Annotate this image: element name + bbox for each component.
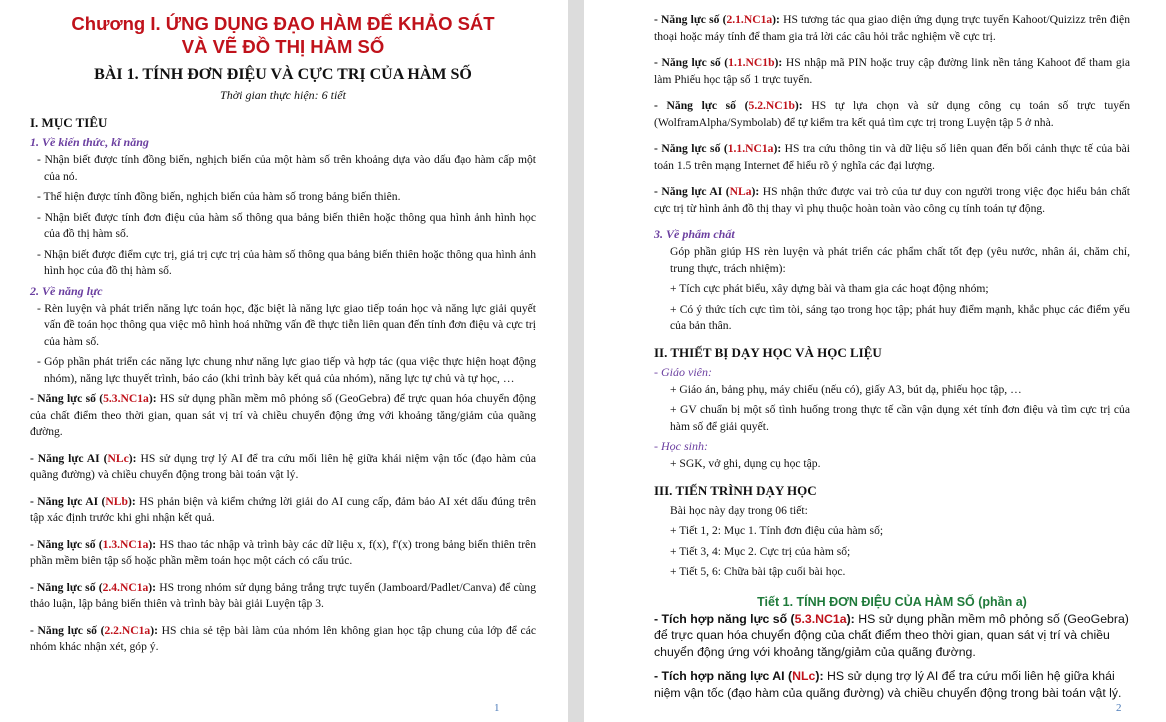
subheading-student: - Học sinh: [654,439,708,453]
digital-competence-list [30,391,536,656]
process-item: Bài học này dạy trong 06 tiết: [670,503,808,517]
digital-competence-item [654,184,1130,217]
competence-text: HS tra cứu thông tin và dữ liệu số liên quan đến bối cảnh thực tế của bài toán 1.5 trên mạng Internet để hiểu rõ ý nghĩa các đại lượng. [654,142,1130,172]
digital-competence-list [654,12,1130,217]
digital-competence-item [30,537,536,570]
competence-label-close: ): [150,623,158,637]
digital-competence-item [654,55,1130,88]
competence-code: 5.3.NC1a [103,392,149,405]
competence-label-close: ): [148,537,157,551]
competence-code: NLb [105,494,128,508]
competence-item: - Rèn luyện và phát triển năng lực toán học, đặc biệt là năng lực giao tiếp toán học và năng lực giải quyết vấn đề toán học thông qua việc mô hình hoá những vấn đề thực tiễn liên quan đến tính đơn điệu và cực trị của hàm số. [37,301,536,348]
competence-label-close: ): [128,451,137,465]
competence-code: NLc [792,669,816,683]
digital-competence-item [654,141,1130,174]
page-number: 2 [1116,702,1122,714]
competence-label: - Năng lực số ( [654,99,749,112]
competence-label-close: ): [148,392,157,405]
section-heading-process: III. TIẾN TRÌNH DẠY HỌC [654,482,817,498]
competence-label: - Năng lực số ( [30,392,104,405]
competence-code: 2.1.NC1a [726,13,773,26]
teacher-item: + Giáo án, bảng phụ, máy chiếu (nếu có), giấy A3, bút dạ, phiếu học tập, … [670,382,1022,396]
competence-label-close: ): [148,580,157,594]
lesson-duration: Thời gian thực hiện: 6 tiết [220,88,346,102]
competence-label: - Năng lực số ( [30,537,103,551]
chapter-title [30,12,536,58]
quality-item: Góp phần giúp HS rèn luyện và phát triển các phẩm chất tốt đẹp (yêu nước, nhân ái, chăm chỉ, trung thực, trách nhiệm): [670,245,1130,275]
chapter-title-line-2: VÀ VẼ ĐỒ THỊ HÀM SỐ [181,36,385,57]
competence-label-close: ): [751,185,760,198]
document-page-2 [584,0,1166,722]
page-number: 1 [494,702,500,714]
quality-item: + Có ý thức tích cực tìm tòi, sáng tạo trong học tập; phát huy điểm mạnh, khắc phục các điểm yếu của bản thân. [670,302,1130,332]
section-heading-equipment: II. THIẾT BỊ DẠY HỌC VÀ HỌC LIỆU [654,344,882,360]
competence-label: - Năng lực số ( [654,13,727,26]
digital-competence-item [30,451,536,484]
competence-label-close: ): [774,56,783,69]
subheading-qualities: 3. Về phẩm chất [654,227,735,241]
digital-competence-item [30,391,536,441]
competence-code: 1.1.NC1a [727,142,774,155]
competence-code: 1.1.NC1b [728,56,775,69]
integration-text: HS sử dụng trợ lý AI để tra cứu mối liên hệ giữa khái niệm vận tốc (đạo hàm của quãng đường) và chiều chuyển động trong bài toán vật lý. [654,669,1122,700]
competence-label: - Năng lực số ( [654,56,729,69]
competence-code: 2.4.NC1a [102,580,149,594]
integration-label-close: ): [846,611,855,626]
competence-text: HS trong nhóm sử dụng bảng trắng trực tuyến (Jamboard/Padlet/Canva) để cùng thảo luận, lập bảng biến thiên và trình bày bài giải Luyện tập 3. [30,580,536,610]
competence-text: HS sử dụng phần mềm mô phỏng số (GeoGebra) để trực quan hóa chuyển động của chất điểm theo thời gian, quan sát vị trí và chiều chuyển động ứng với khoảng tăng/giảm của quãng đường. [30,392,536,438]
quality-item: + Tích cực phát biểu, xây dựng bài và tham gia các hoạt động nhóm; [670,282,989,295]
competence-item: - Góp phần phát triển các năng lực chung như năng lực giao tiếp và hợp tác (qua việc thực hiện hoạt động nhóm), năng lực thuyết trình, báo cáo (khi trình bày kết quả của nhóm), năng lực tự chủ và tự học, … [37,355,536,385]
competence-code: NLc [107,451,129,465]
document-page-1 [0,0,568,722]
integration-label: - Tích hợp năng lực AI ( [654,669,793,683]
competence-code: 5.3.NC1a [794,611,847,626]
teacher-item: + GV chuẩn bị một số tình huống trong thực tế cần vận dụng xét tính đơn điệu và tìm cực trị của hàm số để giải quyết. [670,403,1130,433]
subheading-teacher: - Giáo viên: [654,364,712,379]
digital-competence-item [30,623,536,656]
knowledge-item: - Nhận biết được tính đồng biến, nghịch biến của một hàm số trên khoảng dựa vào dấu đạo hàm cấp một của nó. [37,153,536,183]
competence-label-close: ): [773,142,782,155]
competence-label: - Năng lực AI ( [30,494,106,508]
integration-item [654,668,1130,701]
process-item: + Tiết 1, 2: Mục 1. Tính đơn điệu của hàm số; [670,524,884,537]
integration-item [654,611,1130,661]
competence-text: HS chia sẻ tệp bài làm của nhóm lên không gian học tập chung của lớp để các nhóm khác nhận xét, góp ý. [30,623,536,653]
competence-code: 5.2.NC1b [748,99,795,112]
competence-text: HS phản biện và kiểm chứng lời giải do AI cung cấp, đảm bảo AI xét dấu đúng trên tập xác định trước khi ghi nhận kết quả. [30,494,536,524]
subheading-competence: 2. Về năng lực [30,283,103,298]
integration-label: - Tích hợp năng lực số ( [654,611,795,626]
competence-text: HS nhập mã PIN hoặc truy cập đường link nền tảng Kahoot để tham gia làm Phiếu học tập số 1 trực tuyến. [654,56,1130,86]
competence-label-close: ): [772,13,780,26]
competence-text: HS tương tác qua giao diện ứng dụng trực tuyến Kahoot/Quizizz trên điện thoại hoặc máy tính để tham gia trả lời các câu hỏi trắc nghiệm về cực trị. [654,13,1130,43]
competence-label: - Năng lực số ( [654,142,728,155]
competence-label: - Năng lực AI ( [654,185,730,198]
competence-text: HS thao tác nhập và trình bày các dữ liệu x, f(x), f'(x) trong bảng biến thiên trên phần mềm biên tập số hoặc phần mềm toán học một cách có cấu trúc. [30,537,536,567]
knowledge-item: - Thể hiện được tính đồng biến, nghịch biến của hàm số trong bảng biến thiên. [37,190,401,203]
digital-competence-item [654,12,1130,45]
process-item: + Tiết 5, 6: Chữa bài tập cuối bài học. [670,565,846,578]
competence-label: - Năng lực số ( [30,580,103,594]
competence-label: - Năng lực số ( [30,623,105,637]
digital-competence-item [30,580,536,613]
integration-text: HS sử dụng phần mềm mô phỏng số (GeoGebra) để trực quan hóa chuyển động của chất điểm theo thời gian, quan sát vị trí và chiều chuyển động ứng với khoảng tăng/giảm của quãng đường. [654,611,1129,659]
competence-label-close: ): [127,494,136,508]
digital-competence-item [654,98,1130,131]
digital-competence-item [30,494,536,527]
competence-code: NLa [729,185,752,198]
competence-code: 1.3.NC1a [102,537,149,551]
competence-text: HS tự lựa chọn và sử dụng công cụ toán số trực tuyến (WolframAlpha/Symbolab) để tự kiểm tra kết quả tìm cực trị trong Luyện tập 5 ở nhà. [654,99,1130,129]
competence-text: HS sử dụng trợ lý AI để tra cứu mối liên hệ giữa khái niệm vận tốc (đạo hàm của quãng đường) và chiều chuyển động trong bài toán vật lý. [30,451,536,481]
student-item: + SGK, vở ghi, dụng cụ học tập. [670,457,821,470]
process-item: + Tiết 3, 4: Mục 2. Cực trị của hàm số; [670,544,851,558]
section-heading-objectives: I. MỤC TIÊU [30,115,108,130]
chapter-title-line-1: Chương I. ỨNG DỤNG ĐẠO HÀM ĐỂ KHẢO SÁT [71,13,495,34]
subheading-knowledge: 1. Về kiến thức, kĩ năng [30,135,149,149]
integration-label-close: ): [815,669,824,683]
competence-label: - Năng lực AI ( [30,451,108,465]
lesson-title: BÀI 1. TÍNH ĐƠN ĐIỆU VÀ CỰC TRỊ CỦA HÀM SỐ [94,66,472,83]
knowledge-item: - Nhận biết được điểm cực trị, giá trị cực trị của hàm số thông qua bảng biến thiên hoặc thông qua hình ảnh hình học của đồ thị hàm số. [37,247,536,277]
knowledge-item: - Nhận biết được tính đơn điệu của hàm số thông qua bảng biến thiên hoặc thông qua hình ảnh hình học của đồ thị hàm số. [37,210,536,240]
period-title: Tiết 1. TÍNH ĐƠN ĐIỆU CỦA HÀM SỐ (phần a) [757,594,1027,609]
competence-label-close: ): [794,99,803,112]
competence-code: 2.2.NC1a [104,623,151,637]
competence-text: HS nhận thức được vai trò của tư duy con người trong việc đọc hiểu bản chất cực trị từ hình ảnh đồ thị thay vì phụ thuộc hoàn toàn vào công cụ tính toán tự động. [654,185,1130,215]
